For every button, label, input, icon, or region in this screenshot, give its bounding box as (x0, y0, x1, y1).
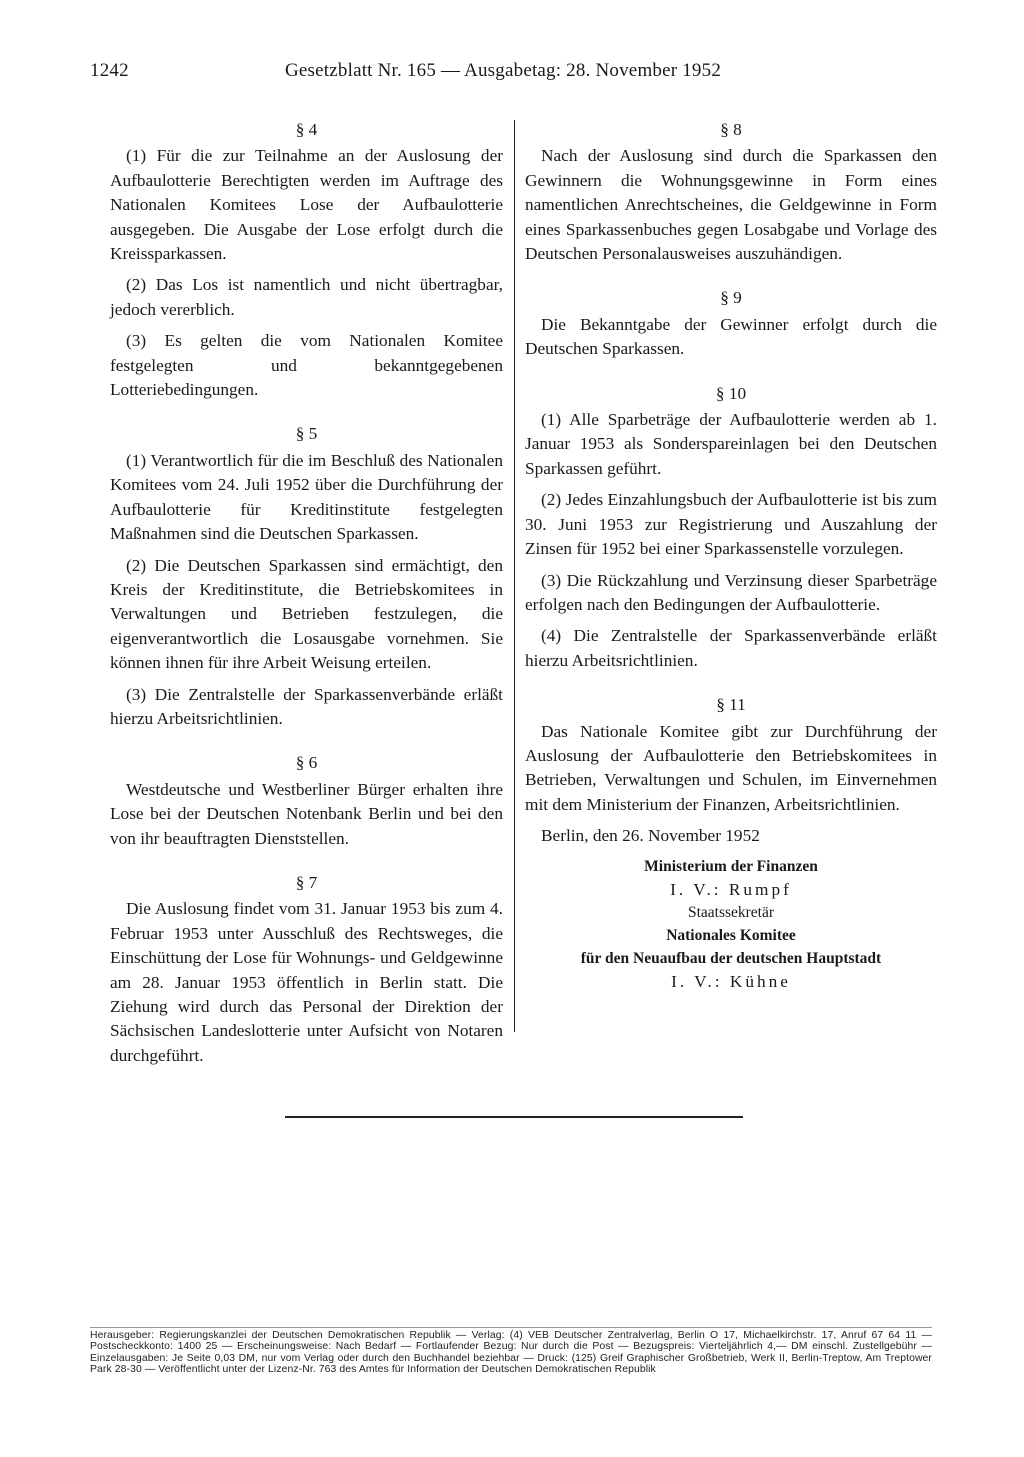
section-6 (110, 751, 503, 851)
section-4 (110, 118, 503, 402)
paragraph: (3) Die Rückzahlung und Verzinsung dieser Sparbeträge erfolgen nach den Bedingungen der Aufbaulotterie. (525, 570, 937, 614)
imprint-rule (90, 1327, 932, 1328)
section-10 (525, 382, 937, 673)
section-9 (525, 286, 937, 361)
paragraph: Nach der Auslosung sind durch die Sparkassen den Gewinnern die Wohnungsgewinne in Form eines namentlichen Anrechtscheines, die Geldgewinne in Form eines Sparkassenbuches gegen Losabgabe und Vorlage des Deutschen Personalausweises auszuhändigen. (525, 146, 937, 264)
right-column (525, 118, 937, 993)
paragraph: (2) Die Deutschen Sparkassen sind ermächtigt, den Kreis der Kreditinstitute, die Betriebskomitees in Verwaltungen und Betrieben festzulegen, die eigenverantwortlich die Losausgabe vornehmen. Sie können ihnen für ihre Arbeit Weisung erteilen. (110, 555, 503, 673)
signature-date: Berlin, den 26. November 1952 (541, 826, 760, 846)
section-heading: § 5 (295, 424, 318, 444)
signature-block (525, 855, 937, 993)
paragraph: (1) Verantwortlich für die im Beschluß des Nationalen Komitees vom 24. Juli 1952 über die Durchführung der Aufbaulotterie für Kreditinstitute festgelegten Maßnahmen sind die Deutschen Sparkassen. (110, 450, 503, 544)
column-divider (514, 120, 515, 1032)
section-heading: § 6 (295, 753, 318, 773)
section-heading: § 10 (715, 383, 747, 403)
section-7 (110, 871, 503, 1068)
end-rule (285, 1116, 743, 1118)
paragraph: (2) Jedes Einzahlungsbuch der Aufbaulotterie ist bis zum 30. Juni 1953 zur Registrierung und Auszahlung der Zinsen für 1952 bei einer Sparkassenstelle vorzulegen. (525, 490, 937, 559)
paragraph: (2) Das Los ist namentlich und nicht übertragbar, jedoch vererblich. (110, 275, 503, 319)
section-heading: § 8 (720, 120, 742, 139)
section-heading: § 11 (716, 695, 746, 715)
section-heading: § 9 (720, 288, 742, 308)
section-5 (110, 422, 503, 731)
ministry-signer-title: Staatssekretär (687, 903, 775, 921)
paragraph: (1) Für die zur Teilnahme an der Auslosung der Aufbaulotterie Berechtigten werden im Auftrage des Nationalen Komitees Lose der Aufbaulotterie ausgegeben. Die Ausgabe der Lose erfolgt durch die Kreissparkassen. (110, 146, 503, 264)
committee-name-line2: für den Neuaufbau der deutschen Hauptstadt (580, 949, 882, 967)
paragraph: Das Nationale Komitee gibt zur Durchführung der Auslosung der Aufbaulotterie den Betriebskomitees in Betrieben, Verwaltungen und Schulen, im Einvernehmen mit dem Ministerium der Finanzen, Arbeitsrichtlinien. (525, 721, 937, 814)
section-11 (525, 693, 937, 817)
ministry-name: Ministerium der Finanzen (644, 857, 818, 875)
page-number: 1242 (90, 60, 129, 81)
committee-name: Nationales Komitee (666, 926, 796, 944)
section-8 (525, 118, 937, 266)
section-heading: § 7 (295, 872, 318, 892)
committee-signer: I. V.: Kühne (671, 971, 791, 991)
left-column (110, 118, 503, 1088)
publisher-imprint: Herausgeber: Regierungskanzlei der Deutschen Demokratischen Republik — Verlag: (4) VEB Deutscher Zentralverlag, Berlin O 17, Michaelkirchstr. 17, Anruf 67 64 11 — Postscheckkonto: 1400 25 — Erscheinungsweise: Nach Bedarf — Fortlaufender Bezug: Nur durch die Post — Bezugspreis: Vierteljährlich 4,— DM einschl. Zustellgebühr — Einzelausgaben: Je Seite 0,03 DM, nur vom Verlag oder durch den Buchhandel beziehbar — Druck: (125) Greif Graphischer Großbetrieb, Werk II, Berlin-Treptow, Am Treptower Park 28-30 — Veröffentlicht unter der Lizenz-Nr. 763 des Amtes für Information der Deutschen Demokratischen Republik (90, 1330, 932, 1376)
paragraph: (1) Alle Sparbeträge der Aufbaulotterie werden ab 1. Januar 1953 als Sonderspareinlagen bei den Deutschen Sparkassen geführt. (525, 410, 937, 478)
paragraph: Die Auslosung findet vom 31. Januar 1953 bis zum 4. Februar 1953 unter Ausschluß des Rechtsweges, die Einschüttung der Lose für Wohnungs- und Geldgewinne am 28. Januar 1953 öffentlich in Berlin statt. Die Ziehung wird durch das Personal der Direktion der Sächsischen Landeslotterie unter Aufsicht von Notaren durchgeführt. (110, 899, 503, 1065)
paragraph: (3) Die Zentralstelle der Sparkassenverbände erläßt hierzu Arbeitsrichtlinien. (110, 684, 503, 728)
issue-title: Gesetzblatt Nr. 165 — Ausgabetag: 28. November 1952 (285, 60, 722, 81)
paragraph: Westdeutsche und Westberliner Bürger erhalten ihre Lose bei der Deutschen Notenbank Berlin und bei den von ihr beauftragten Dienststellen. (110, 779, 503, 848)
paragraph: Die Bekanntgabe der Gewinner erfolgt durch die Deutschen Sparkassen. (525, 314, 937, 359)
ministry-signer: I. V.: Rumpf (670, 879, 792, 899)
paragraph: (3) Es gelten die vom Nationalen Komitee festgelegten und bekanntgegebenen Lotteriebedingungen. (110, 331, 503, 400)
paragraph: (4) Die Zentralstelle der Sparkassenverbände erläßt hierzu Arbeitsrichtlinien. (525, 626, 937, 670)
section-heading: § 4 (295, 120, 318, 139)
